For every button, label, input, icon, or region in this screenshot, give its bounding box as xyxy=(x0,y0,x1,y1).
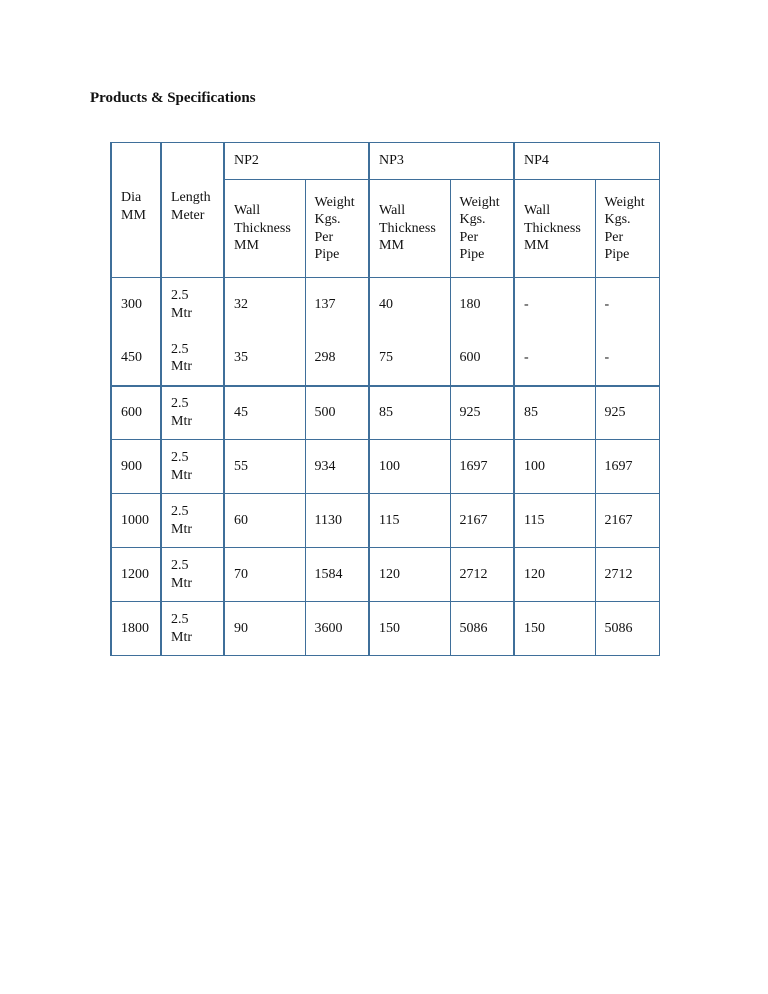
cell-length xyxy=(161,386,224,440)
header-weight-line: Per xyxy=(459,229,479,245)
header-dia xyxy=(111,143,161,278)
cell-dia: 1200 xyxy=(111,548,161,602)
cell-np2-weight: 934 xyxy=(305,440,369,494)
cell-np4-wall: - xyxy=(514,278,595,332)
cell-length xyxy=(161,602,224,656)
header-length xyxy=(161,143,224,278)
cell-np3-weight: 5086 xyxy=(450,602,514,656)
cell-np4-weight: 1697 xyxy=(595,440,659,494)
cell-np4-wall: 100 xyxy=(514,440,595,494)
cell-length-line: 2.5 xyxy=(171,450,189,465)
cell-length-line: Mtr xyxy=(171,413,192,429)
cell-np3-wall: 150 xyxy=(369,602,450,656)
cell-np2-weight: 1130 xyxy=(305,494,369,548)
cell-length-line: Mtr xyxy=(171,521,192,537)
cell-np3-weight: 600 xyxy=(450,332,514,386)
header-np4-wall xyxy=(514,180,595,278)
cell-np3-wall: 85 xyxy=(369,386,450,440)
header-weight-line: Weight xyxy=(604,194,645,210)
header-weight-line: Per xyxy=(604,229,624,245)
cell-np3-weight: 180 xyxy=(450,278,514,332)
group-header-np4: NP4 xyxy=(514,143,659,180)
cell-length-line: Mtr xyxy=(171,305,192,321)
cell-np4-wall: 115 xyxy=(514,494,595,548)
table-row xyxy=(111,440,659,494)
cell-length-line: 2.5 xyxy=(171,288,189,304)
cell-np3-wall: 40 xyxy=(369,278,450,332)
header-dia-line: MM xyxy=(121,207,146,223)
cell-np2-wall: 32 xyxy=(224,278,305,332)
header-wall-line: MM xyxy=(234,238,259,254)
cell-np4-weight: 2167 xyxy=(595,494,659,548)
page-title: Products & Specifications xyxy=(90,90,256,106)
cell-np4-wall: - xyxy=(514,332,595,386)
group-header-np3: NP3 xyxy=(369,143,514,180)
cell-np3-wall: 100 xyxy=(369,440,450,494)
cell-np3-weight: 1697 xyxy=(450,440,514,494)
header-weight-line: Pipe xyxy=(459,247,485,262)
header-wall-line: Wall xyxy=(379,203,406,219)
cell-np2-wall: 35 xyxy=(224,332,305,386)
cell-np2-wall: 45 xyxy=(224,386,305,440)
header-weight-line: Per xyxy=(314,229,334,245)
header-wall-line: MM xyxy=(379,238,404,254)
cell-dia: 1000 xyxy=(111,494,161,548)
cell-length-line: Mtr xyxy=(171,575,192,591)
header-wall-line: Thickness xyxy=(379,220,436,236)
header-weight-line: Weight xyxy=(314,194,355,210)
header-np2-wall xyxy=(224,180,305,278)
cell-np3-wall: 75 xyxy=(369,332,450,386)
cell-np2-weight: 3600 xyxy=(305,602,369,656)
cell-np4-wall: 85 xyxy=(514,386,595,440)
table-row xyxy=(111,494,659,548)
group-header-row xyxy=(111,143,659,180)
specifications-table xyxy=(110,142,660,656)
cell-np4-wall: 120 xyxy=(514,548,595,602)
table-row xyxy=(111,386,659,440)
header-wall-line: Thickness xyxy=(524,220,581,236)
cell-length-line: 2.5 xyxy=(171,558,189,573)
cell-length xyxy=(161,332,224,386)
cell-np2-wall: 55 xyxy=(224,440,305,494)
header-dia-line: Dia xyxy=(121,190,142,205)
cell-np2-wall: 90 xyxy=(224,602,305,656)
header-np3-weight xyxy=(450,180,514,278)
cell-length xyxy=(161,494,224,548)
cell-np4-weight: 925 xyxy=(595,386,659,440)
table-row xyxy=(111,548,659,602)
cell-np3-wall: 120 xyxy=(369,548,450,602)
header-wall-line: Thickness xyxy=(234,220,291,236)
header-np4-weight xyxy=(595,180,659,278)
cell-length-line: Mtr xyxy=(171,359,192,374)
cell-np4-weight: - xyxy=(595,278,659,332)
cell-dia: 900 xyxy=(111,440,161,494)
cell-np3-weight: 925 xyxy=(450,386,514,440)
header-length-line: Length xyxy=(171,190,211,205)
cell-np2-wall: 70 xyxy=(224,548,305,602)
cell-length xyxy=(161,440,224,494)
cell-np2-weight: 298 xyxy=(305,332,369,386)
cell-dia: 600 xyxy=(111,386,161,440)
table-row xyxy=(111,332,659,386)
cell-np3-weight: 2712 xyxy=(450,548,514,602)
cell-np4-weight: 5086 xyxy=(595,602,659,656)
cell-length xyxy=(161,278,224,332)
cell-np2-weight: 1584 xyxy=(305,548,369,602)
header-weight-line: Kgs. xyxy=(459,212,486,227)
cell-length-line: 2.5 xyxy=(171,341,189,357)
header-wall-line: Wall xyxy=(234,203,261,219)
cell-np2-weight: 137 xyxy=(305,278,369,332)
cell-dia: 1800 xyxy=(111,602,161,656)
cell-length-line: Mtr xyxy=(171,629,192,645)
header-np2-weight xyxy=(305,180,369,278)
cell-length-line: 2.5 xyxy=(171,504,189,519)
header-length-line: Meter xyxy=(171,207,205,223)
cell-np3-wall: 115 xyxy=(369,494,450,548)
group-header-np2: NP2 xyxy=(224,143,369,180)
header-weight-line: Kgs. xyxy=(604,212,631,227)
header-wall-line: Wall xyxy=(524,203,551,219)
cell-length-line: 2.5 xyxy=(171,612,189,627)
cell-np4-weight: - xyxy=(595,332,659,386)
cell-np2-wall: 60 xyxy=(224,494,305,548)
cell-length xyxy=(161,548,224,602)
cell-dia: 300 xyxy=(111,278,161,332)
cell-np4-wall: 150 xyxy=(514,602,595,656)
cell-dia: 450 xyxy=(111,332,161,386)
cell-np2-weight: 500 xyxy=(305,386,369,440)
header-np3-wall xyxy=(369,180,450,278)
cell-length-line: 2.5 xyxy=(171,396,189,412)
table-row xyxy=(111,602,659,656)
header-weight-line: Pipe xyxy=(314,247,340,262)
table-row xyxy=(111,278,659,332)
header-weight-line: Weight xyxy=(459,194,500,210)
cell-np4-weight: 2712 xyxy=(595,548,659,602)
table-body xyxy=(111,143,659,656)
cell-np3-weight: 2167 xyxy=(450,494,514,548)
header-wall-line: MM xyxy=(524,238,549,254)
cell-length-line: Mtr xyxy=(171,467,192,483)
header-weight-line: Kgs. xyxy=(314,212,341,227)
header-weight-line: Pipe xyxy=(604,247,630,262)
